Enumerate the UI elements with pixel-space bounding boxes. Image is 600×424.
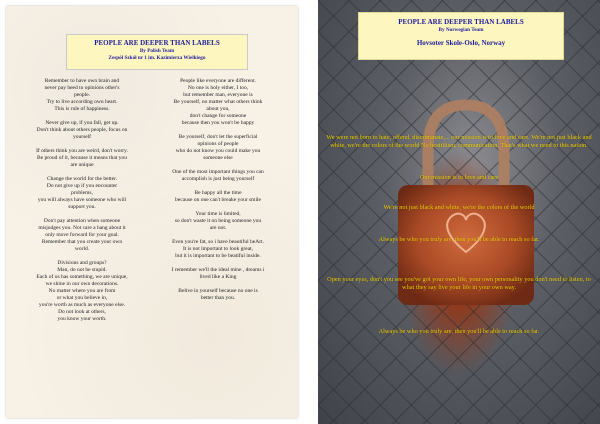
poem-line: Belive in yourself because no one is <box>178 288 258 294</box>
poem-line: Be yourself, don't let the superficial <box>178 134 258 140</box>
poem-line <box>154 232 282 239</box>
poem-line: People like everyone are different. <box>180 78 256 84</box>
poem-line: No one is holy either, I too, <box>187 85 249 91</box>
left-title-box <box>66 34 248 70</box>
right-title: PEOPLE ARE DEEPER THAN LABELS <box>398 18 524 26</box>
right-message-1: We were not born to hate, offend, discriminate,... our mission is to love and care. We're not just black and white, we're the colors of the world No hostiilism, communication. That's what we need to this nation. <box>326 134 592 149</box>
poem-line: world. <box>74 246 90 252</box>
poem-line: Remember to have own brain and <box>44 78 120 84</box>
poem-line: I remember we'll the ideal mine , dreams i <box>171 267 265 273</box>
left-title: PEOPLE ARE DEEPER THAN LABELS <box>94 39 220 47</box>
poem-line: are not. <box>209 225 227 231</box>
right-message-5: Open your eyes, don't you see you've got your own life, your own personality you don't need to listen, to what they say live your life in your own way. <box>327 276 591 291</box>
poem-line: so don't waste it on being someone you <box>174 218 262 224</box>
poem-line: Even you're fat, so i have beautiful heArt. <box>172 239 264 245</box>
poem-line: Each of us has something, we are unique, <box>36 274 128 280</box>
poem-line: misjudges you. Not care a hang about it <box>38 225 126 231</box>
poem-line: Be happy all the time <box>194 190 242 196</box>
poem-line: don't change for someone <box>189 113 247 119</box>
poem-line: If others think you are weird, don't worry. <box>36 148 128 154</box>
poem-line: who do not know you could make you <box>175 148 261 154</box>
poem-line: are unique <box>70 162 94 168</box>
left-poem-column-1 <box>18 78 146 323</box>
poem-line: No matter where you are from <box>48 288 116 294</box>
poem-line <box>18 141 146 148</box>
poem-line: Do not look at others, <box>58 309 106 315</box>
poem-line: because on one can't breake your smile <box>175 197 261 203</box>
poem-line <box>154 183 282 190</box>
poem-line: or what you believe in, <box>56 295 108 301</box>
poem-line: accomplish is just being yourself <box>181 176 255 182</box>
poem-line: Try to live according own heart. <box>46 99 118 105</box>
poem-line: never pay heed to opinions other's <box>44 85 120 91</box>
poem-line: you know your worth. <box>57 316 107 322</box>
poem-line: Be proud of it, because it means that you <box>37 155 127 161</box>
poem-line: you will always have someone who will <box>37 197 127 203</box>
poem-line: yourself <box>72 134 92 140</box>
poem-line: but it is important to be beatiful inside. <box>175 253 261 259</box>
poem-line: Don't think about others people, focus on <box>36 127 128 133</box>
poem-line: This is rule of happiness. <box>54 106 110 112</box>
poem-line: Remember that you create your own <box>41 239 123 245</box>
poem-line: better than you. <box>200 295 236 301</box>
poem-line: Divisions and groups? <box>57 260 107 266</box>
poem-line: Be yourself, no matter what others think <box>173 99 263 105</box>
poem-line <box>18 211 146 218</box>
right-team: By Norwegian Team <box>438 27 484 33</box>
poem-line: Do not give up if you encounter <box>46 183 118 189</box>
right-message-6: Always be who you truly are, then you'll be able to reach so far. <box>378 328 540 335</box>
left-page <box>6 6 298 418</box>
right-page <box>318 0 600 424</box>
poem-line: Don't pay attention when someone <box>43 218 121 224</box>
poem-line <box>154 204 282 211</box>
poem-line <box>18 169 146 176</box>
poem-line: lived like a King <box>199 274 237 280</box>
right-message-2: Our mission is to love and care <box>419 174 499 181</box>
poem-line <box>18 113 146 120</box>
poem-line: someone else <box>203 155 233 161</box>
poem-line: Your time is limited, <box>195 211 241 217</box>
right-message-4: Always be who you truly are, then you'll be able to reach so far. <box>378 236 540 243</box>
poem-line <box>154 260 282 267</box>
left-poem-column-2 <box>154 78 282 302</box>
poem-line: It is not important to look great, <box>182 246 254 252</box>
poem-line: about you, <box>206 106 230 112</box>
padlock-fence-image <box>318 0 600 424</box>
poem-line: we shine in our own decorations. <box>45 281 119 287</box>
poem-line: One of the most important things you can <box>172 169 264 175</box>
poem-line: you're worth as much as everyone else. <box>38 302 126 308</box>
left-school: Zespół Szkół nr 1 im. Kazimierza Wielkiego <box>108 55 206 61</box>
poem-line: people. <box>73 92 91 98</box>
poem-line: Never give up, if you fall, get up. <box>45 120 119 126</box>
poem-line: Change the world for the better. <box>47 176 117 182</box>
poem-line: support you. <box>68 204 96 210</box>
poem-line <box>18 253 146 260</box>
poem-line: because then you won't be happy <box>181 120 255 126</box>
poem-line: problems, <box>71 190 93 196</box>
poem-line: but remember man, everyone is <box>183 92 253 98</box>
left-team: By Polish Team <box>139 48 175 54</box>
poem-line: only move forward for your goal. <box>45 232 119 238</box>
poem-line <box>154 162 282 169</box>
poem-line: Man, do not be stupid. <box>57 267 107 273</box>
right-title-box <box>358 12 564 60</box>
right-message-3: We're not just black and white, we're the colors of the world <box>383 204 535 211</box>
right-school: Hovsoter Skole-Oslo, Norway <box>416 39 506 47</box>
poem-line <box>154 281 282 288</box>
poem-line: opinions of people <box>197 141 239 147</box>
poem-line <box>154 127 282 134</box>
